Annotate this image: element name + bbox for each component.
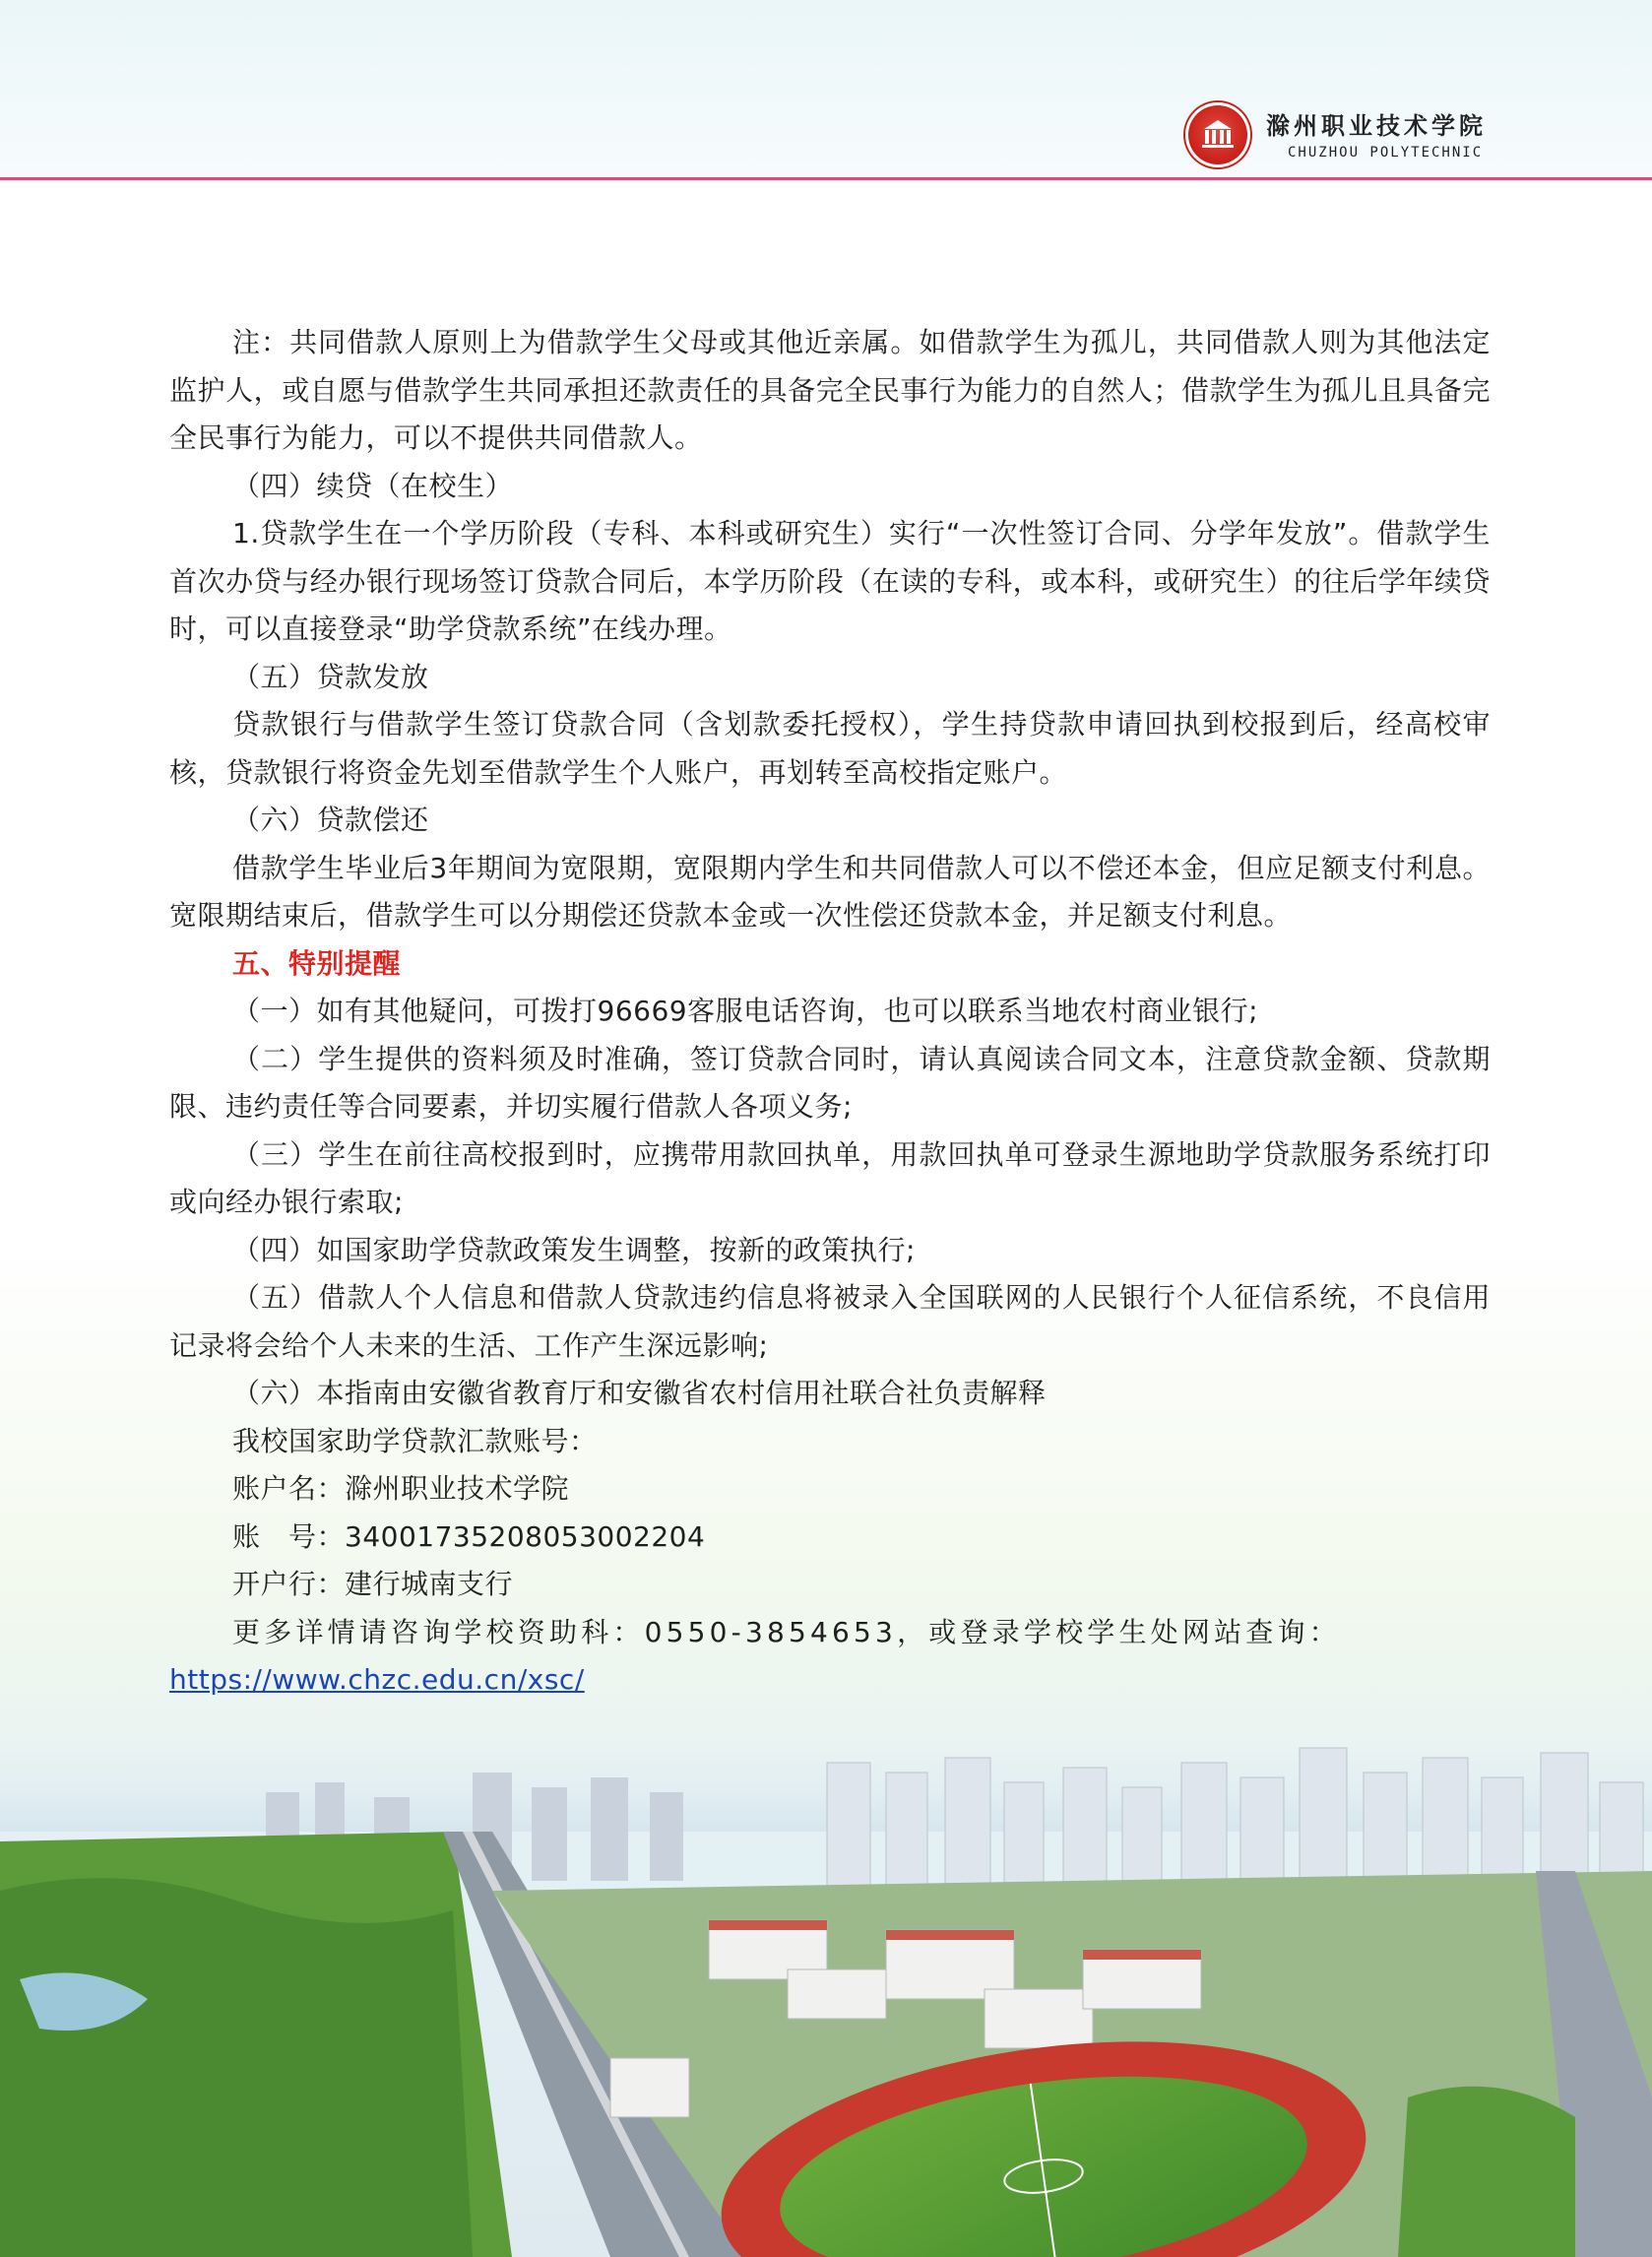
school-seal-logo <box>1185 102 1250 167</box>
page-header <box>0 0 1652 183</box>
account-number: 账 号：34001735208053002204 <box>232 1519 706 1553</box>
reminder-item: （六）本指南由安徽省教育厅和安徽省农村信用社联合社负责解释 <box>232 1377 1047 1409</box>
school-name-cn: 滁州职业技术学院 <box>1266 111 1487 140</box>
website-line <box>169 1656 1491 1705</box>
header-divider <box>0 177 1652 180</box>
building-icon <box>1202 120 1234 148</box>
campus-aerial-photo <box>0 1743 1652 2257</box>
section-heading-renewal: （四）续贷（在校生） <box>232 469 514 502</box>
school-name-en: CHUZHOU POLYTECHNIC <box>1288 145 1484 161</box>
contact-line: 更多详情请咨询学校资助科：0550-3854653，或登录学校学生处网站查询： <box>232 1615 1341 1648</box>
special-reminder-heading: 五、特别提醒 <box>232 946 402 980</box>
section-heading-repayment: （六）贷款偿还 <box>232 804 429 836</box>
school-brand <box>1185 102 1599 171</box>
reminder-item: （三）学生在前往高校报到时，应携带用款回执单，用款回执单可登录生源地助学贷款服务系统打印或向经办银行索取; <box>169 1137 1491 1218</box>
repayment-paragraph: 借款学生毕业后3年期间为宽限期，宽限期内学生和共同借款人可以不偿还本金，但应足额支付利息。宽限期结束后，借款学生可以分期偿还贷款本金或一次性偿还贷款本金，并足额支付利息。 <box>169 851 1491 932</box>
reminder-item: （二）学生提供的资料须及时准确，签订贷款合同时，请认真阅读合同文本，注意贷款金额、贷款期限、违约责任等合同要素，并切实履行借款人各项义务; <box>169 1042 1491 1123</box>
disbursement-paragraph: 贷款银行与借款学生签订贷款合同（含划款委托授权），学生持贷款申请回执到校报到后，经高校审核，贷款银行将资金先划至借款学生个人账户，再划转至高校指定账户。 <box>169 708 1491 789</box>
remittance-intro: 我校国家助学贷款汇款账号： <box>232 1424 598 1457</box>
bank-branch: 开户行：建行城南支行 <box>232 1568 514 1600</box>
account-name: 账户名：滁州职业技术学院 <box>232 1472 570 1505</box>
reminder-item: （四）如国家助学贷款政策发生调整，按新的政策执行; <box>232 1233 916 1266</box>
reminder-item: （一）如有其他疑问，可拨打96669客服电话咨询，也可以联系当地农村商业银行; <box>232 995 1259 1027</box>
renewal-paragraph: 1.贷款学生在一个学历阶段（专科、本科或研究生）实行“一次性签订合同、分学年发放”。借款学生首次办贷与经办银行现场签订贷款合同后，本学历阶段（在读的专科，或本科，或研究生）的往后学年续贷时，可以直接登录“助学贷款系统”在线办理。 <box>169 517 1491 645</box>
document-body <box>169 319 1491 1705</box>
website-link[interactable]: https://www.chzc.edu.cn/xsc/ <box>169 1663 585 1696</box>
section-heading-disbursement: （五）贷款发放 <box>232 660 429 693</box>
co-borrower-note: 注：共同借款人原则上为借款学生父母或其他近亲属。如借款学生为孤儿，共同借款人则为其他法定监护人，或自愿与借款学生共同承担还款责任的具备完全民事行为能力的自然人；借款学生为孤儿且具备完全民事行为能力，可以不提供共同借款人。 <box>169 326 1491 454</box>
reminder-item: （五）借款人个人信息和借款人贷款违约信息将被录入全国联网的人民银行个人征信系统，不良信用记录将会给个人未来的生活、工作产生深远影响; <box>169 1281 1491 1362</box>
